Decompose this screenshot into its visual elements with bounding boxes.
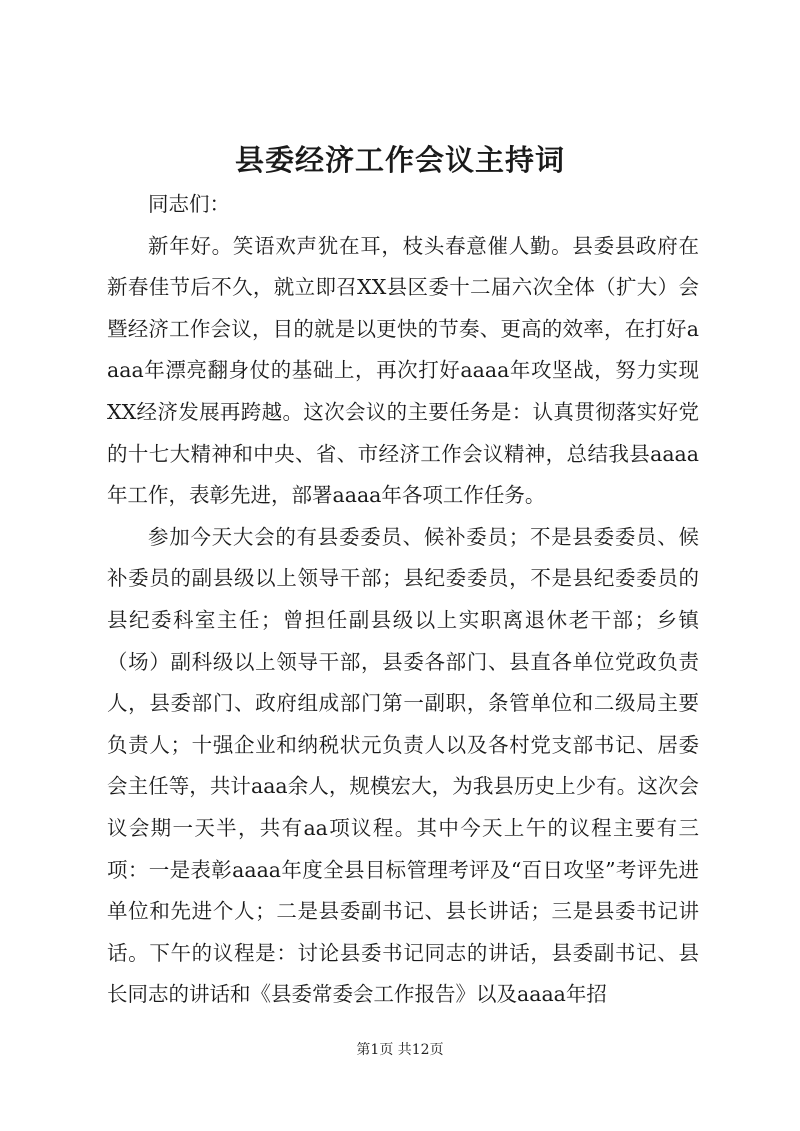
document-body — [107, 184, 699, 1016]
body-paragraph-1: 新年好。笑语欢声犹在耳，枝头春意催人勤。县委县政府在新春佳节后不久，就立即召XX县区委十二届六次全体（扩大）会暨经济工作会议，目的就是以更快的节奏、更高的效率，在打好aaaa年漂亮翻身仗的基础上，再次打好aaaa年攻坚战，努力实现XX经济发展再跨越。这次会议的主要任务是：认真贯彻落实好党的十七大精神和中央、省、市经济工作会议精神，总结我县aaaa年工作，表彰先进，部署aaaa年各项工作任务。 — [107, 233, 699, 508]
document-title: 县委经济工作会议主持词 — [234, 143, 565, 177]
body-paragraph-2: 参加今天大会的有县委委员、候补委员；不是县委委员、候补委员的副县级以上领导干部；县纪委委员，不是县纪委委员的县纪委科室主任；曾担任副县级以上实职离退休老干部；乡镇（场）副科级以上领导干部，县委各部门、县直各单位党政负责人，县委部门、政府组成部门第一副职，条管单位和二级局主要负责人；十强企业和纳税状元负责人以及各村党支部书记、居委会主任等，共计aaa余人，规模宏大，为我县历史上少有。这次会议会期一天半，共有aa项议程。其中今天上午的议程主要有三项：一是表彰aaaa年度全县目标管理考评及“百日攻坚”考评先进单位和先进个人；二是县委副书记、县长讲话；三是县委书记讲话。下午的议程是：讨论县委书记同志的讲话，县委副书记、县长同志的讲话和《县委常委会工作报告》以及aaaa年招 — [107, 524, 699, 1007]
page-footer: 第1页 共12页 — [356, 1042, 444, 1058]
salutation-paragraph: 同志们： — [148, 192, 230, 216]
